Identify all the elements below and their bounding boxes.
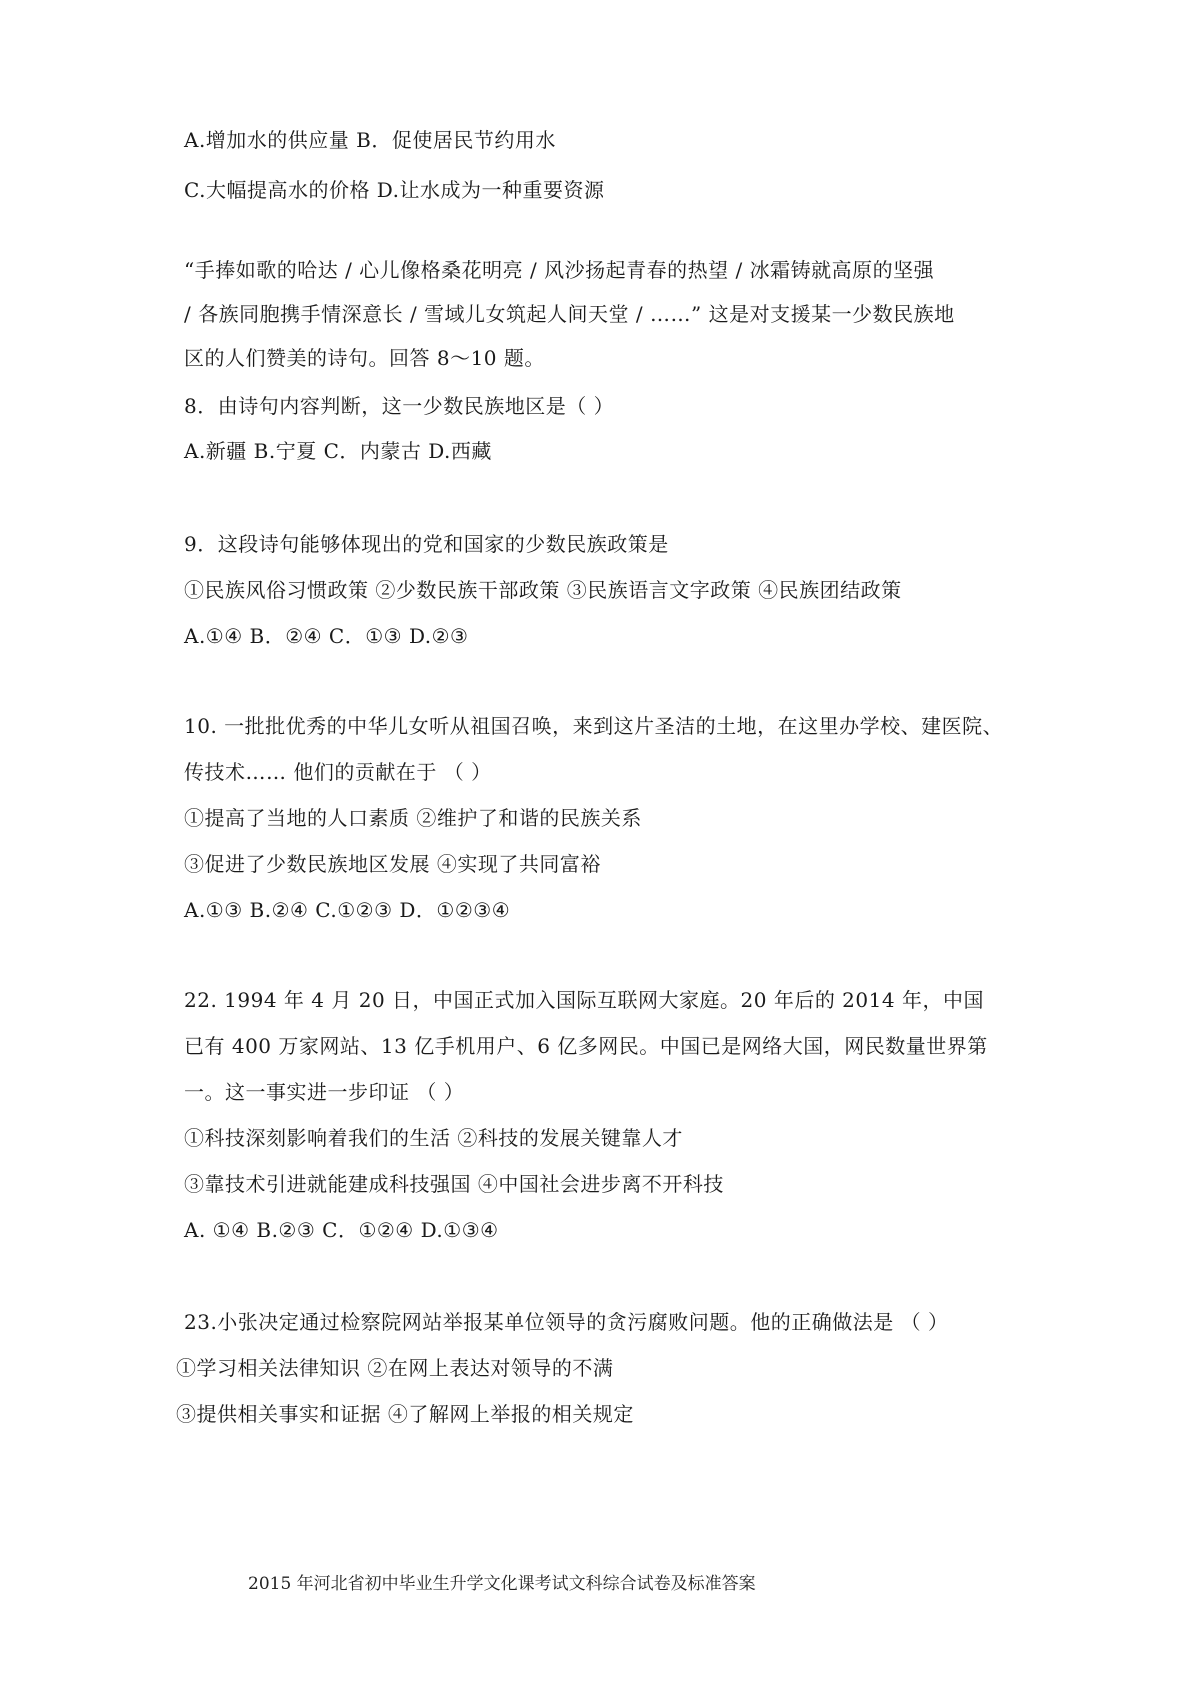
question-8-options: A.新疆 B.宁夏 C．内蒙古 D.西藏 (184, 439, 492, 463)
question-23-stem: 23.小张决定通过检察院网站举报某单位领导的贪污腐败问题。他的正确做法是 （ ） (184, 1310, 949, 1334)
question-23-choices-1: ①学习相关法律知识 ②在网上表达对领导的不满 (176, 1356, 614, 1380)
question-22-stem-1: 22. 1994 年 4 月 20 日，中国正式加入国际互联网大家庭。20 年后的 2014 年，中国 (184, 988, 984, 1012)
question-9-choices: ①民族风俗习惯政策 ②少数民族干部政策 ③民族语言文字政策 ④民族团结政策 (184, 578, 902, 602)
question-9-stem: 9．这段诗句能够体现出的党和国家的少数民族政策是 (184, 532, 669, 556)
question-22-choices-1: ①科技深刻影响着我们的生活 ②科技的发展关键靠人才 (184, 1126, 683, 1150)
question-10-stem-1: 10. 一批批优秀的中华儿女听从祖国召唤，来到这片圣洁的土地，在这里办学校、建医院、 (184, 714, 1004, 738)
question-22-choices-2: ③靠技术引进就能建成科技强国 ④中国社会进步离不开科技 (184, 1172, 724, 1196)
question-10-choices-1: ①提高了当地的人口素质 ②维护了和谐的民族关系 (184, 806, 642, 830)
question-9-options: A.①④ B．②④ C．①③ D.②③ (184, 624, 469, 648)
document-footer: 2015 年河北省初中毕业生升学文化课考试文科综合试卷及标准答案 (248, 1574, 756, 1594)
q7-options-ab: A.增加水的供应量 B．促使居民节约用水 (184, 128, 556, 152)
question-10-choices-2: ③促进了少数民族地区发展 ④实现了共同富裕 (184, 852, 601, 876)
question-22-stem-2: 已有 400 万家网站、13 亿手机用户、6 亿多网民。中国已是网络大国，网民数量世界第 (184, 1034, 988, 1058)
question-10-options: A.①③ B.②④ C.①②③ D．①②③④ (184, 898, 511, 922)
question-8-stem: 8．由诗句内容判断，这一少数民族地区是（ ） (184, 394, 615, 418)
q7-options-cd: C.大幅提高水的价格 D.让水成为一种重要资源 (184, 178, 605, 202)
question-22-options: A. ①④ B.②③ C．①②④ D.①③④ (184, 1218, 499, 1242)
question-22-stem-3: 一。这一事实进一步印证 （ ） (184, 1080, 465, 1104)
poem-intro-line-3: 区的人们赞美的诗句。回答 8～10 题。 (184, 346, 545, 370)
poem-line-1: “手捧如歌的哈达 / 心儿像格桑花明亮 / 风沙扬起青春的热望 / 冰霜铸就高原的坚强 (184, 258, 935, 282)
question-23-choices-2: ③提供相关事实和证据 ④了解网上举报的相关规定 (176, 1402, 634, 1426)
poem-line-2: / 各族同胞携手情深意长 / 雪域儿女筑起人间天堂 / ……” 这是对支援某一少数民族地 (184, 302, 955, 326)
question-10-stem-2: 传技术…… 他们的贡献在于 （ ） (184, 760, 492, 784)
